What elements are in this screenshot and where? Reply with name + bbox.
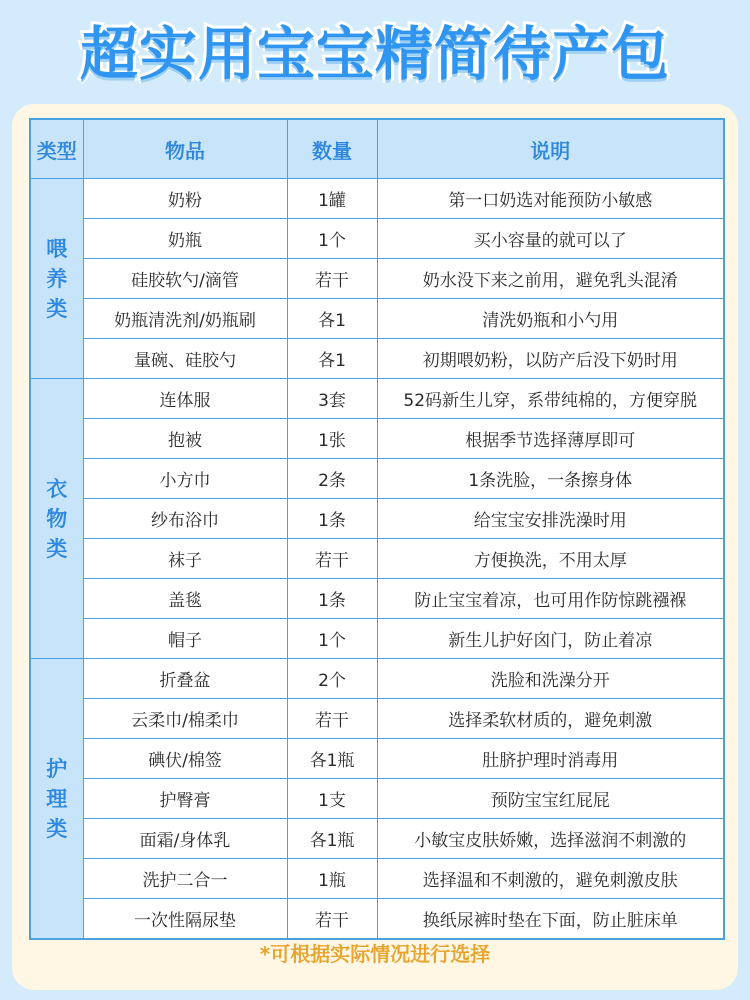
- item-cell: 奶瓶: [83, 219, 287, 259]
- quantity-cell: 若干: [287, 539, 377, 579]
- item-cell: 小方巾: [83, 459, 287, 499]
- description-cell: 防止宝宝着凉，也可用作防惊跳襁褓: [377, 579, 724, 619]
- table-row: [30, 499, 724, 539]
- page-title: 超实用宝宝精简待产包: [79, 20, 670, 88]
- table-row: [30, 299, 724, 339]
- item-cell: 护臀膏: [83, 779, 287, 819]
- category-cell: [30, 659, 83, 940]
- header-quantity: 数量: [287, 119, 377, 179]
- quantity-cell: 1个: [287, 219, 377, 259]
- item-cell: 面霜/身体乳: [83, 819, 287, 859]
- quantity-cell: 2条: [287, 459, 377, 499]
- description-cell: 肚脐护理时消毒用: [377, 739, 724, 779]
- category-label: 衣 物 类: [46, 476, 68, 561]
- table-row: [30, 659, 724, 699]
- item-cell: 奶瓶清洗剂/奶瓶刷: [83, 299, 287, 339]
- table-row: [30, 339, 724, 379]
- description-cell: 初期喂奶粉，以防产后没下奶时用: [377, 339, 724, 379]
- description-cell: 方便换洗，不用太厚: [377, 539, 724, 579]
- table-row: [30, 179, 724, 219]
- description-cell: 洗脸和洗澡分开: [377, 659, 724, 699]
- table-row: [30, 459, 724, 499]
- quantity-cell: 各1: [287, 299, 377, 339]
- item-cell: 纱布浴巾: [83, 499, 287, 539]
- header-item: 物品: [83, 119, 287, 179]
- table-row: [30, 779, 724, 819]
- table-row: [30, 419, 724, 459]
- description-cell: 新生儿护好囟门，防止着凉: [377, 619, 724, 659]
- description-cell: 预防宝宝红屁屁: [377, 779, 724, 819]
- table-row: [30, 219, 724, 259]
- quantity-cell: 各1瓶: [287, 739, 377, 779]
- quantity-cell: 1条: [287, 499, 377, 539]
- item-cell: 袜子: [83, 539, 287, 579]
- quantity-cell: 1张: [287, 419, 377, 459]
- description-cell: 给宝宝安排洗澡时用: [377, 499, 724, 539]
- item-cell: 折叠盆: [83, 659, 287, 699]
- description-cell: 换纸尿裤时垫在下面，防止脏床单: [377, 899, 724, 940]
- table-row: [30, 619, 724, 659]
- quantity-cell: 各1瓶: [287, 819, 377, 859]
- item-cell: 一次性隔尿垫: [83, 899, 287, 940]
- item-cell: 硅胶软勺/滴管: [83, 259, 287, 299]
- quantity-cell: 1支: [287, 779, 377, 819]
- quantity-cell: 1个: [287, 619, 377, 659]
- table-row: [30, 379, 724, 419]
- item-cell: 帽子: [83, 619, 287, 659]
- quantity-cell: 各1: [287, 339, 377, 379]
- description-cell: 1条洗脸，一条擦身体: [377, 459, 724, 499]
- category-cell: [30, 379, 83, 659]
- quantity-cell: 若干: [287, 259, 377, 299]
- item-cell: 碘伏/棉签: [83, 739, 287, 779]
- description-cell: 52码新生儿穿，系带纯棉的，方便穿脱: [377, 379, 724, 419]
- footnote: *可根据实际情况进行选择: [259, 942, 491, 966]
- description-cell: 根据季节选择薄厚即可: [377, 419, 724, 459]
- table-row: [30, 699, 724, 739]
- quantity-cell: 若干: [287, 699, 377, 739]
- quantity-cell: 1瓶: [287, 859, 377, 899]
- quantity-cell: 3套: [287, 379, 377, 419]
- category-label: 喂 养 类: [46, 236, 68, 321]
- quantity-cell: 2个: [287, 659, 377, 699]
- quantity-cell: 1条: [287, 579, 377, 619]
- table-row: [30, 259, 724, 299]
- table-row: [30, 859, 724, 899]
- description-cell: 奶水没下来之前用，避免乳头混淆: [377, 259, 724, 299]
- quantity-cell: 1罐: [287, 179, 377, 219]
- table-row: [30, 819, 724, 859]
- item-cell: 云柔巾/棉柔巾: [83, 699, 287, 739]
- table-row: [30, 899, 724, 940]
- table-row: [30, 539, 724, 579]
- item-cell: 奶粉: [83, 179, 287, 219]
- item-cell: 量碗、硅胶勺: [83, 339, 287, 379]
- table-row: [30, 739, 724, 779]
- description-cell: 清洗奶瓶和小勺用: [377, 299, 724, 339]
- item-cell: 盖毯: [83, 579, 287, 619]
- category-label: 护 理 类: [46, 756, 68, 841]
- description-cell: 买小容量的就可以了: [377, 219, 724, 259]
- description-cell: 第一口奶选对能预防小敏感: [377, 179, 724, 219]
- table-row: [30, 579, 724, 619]
- category-cell: [30, 179, 83, 379]
- quantity-cell: 若干: [287, 899, 377, 940]
- item-cell: 连体服: [83, 379, 287, 419]
- table-header-row: [30, 119, 724, 179]
- description-cell: 选择柔软材质的，避免刺激: [377, 699, 724, 739]
- header-type: 类型: [30, 119, 83, 179]
- item-cell: 洗护二合一: [83, 859, 287, 899]
- table-body: [30, 179, 724, 940]
- description-cell: 选择温和不刺激的，避免刺激皮肤: [377, 859, 724, 899]
- header-description: 说明: [377, 119, 724, 179]
- description-cell: 小敏宝皮肤娇嫩，选择滋润不刺激的: [377, 819, 724, 859]
- checklist-table: [29, 118, 725, 940]
- item-cell: 抱被: [83, 419, 287, 459]
